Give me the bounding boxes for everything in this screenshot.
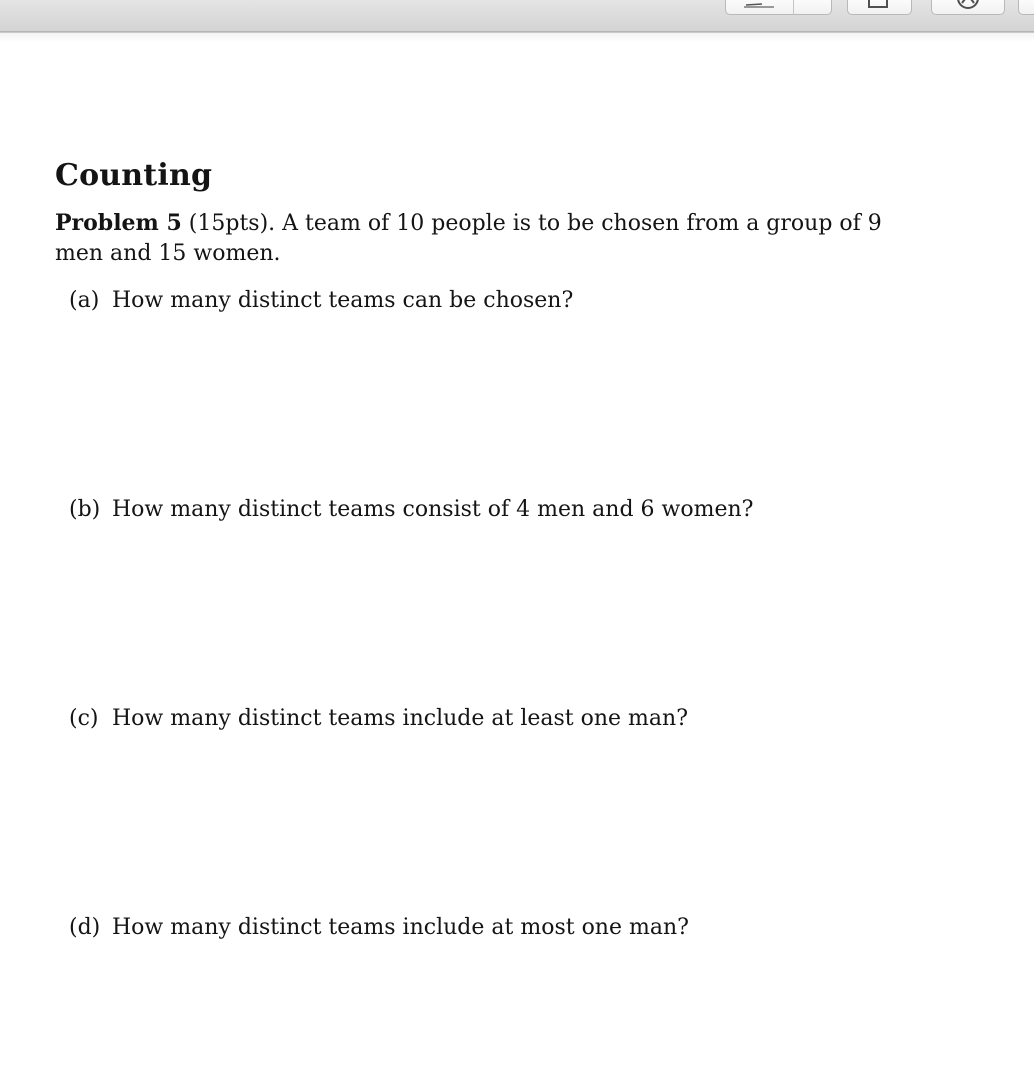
part-tag: (a) [69,288,100,313]
part-question: How many distinct teams can be chosen? [112,288,574,313]
pen-icon [742,3,776,8]
question-part-b [69,495,753,525]
viewer-toolbar [0,0,1034,32]
share-icon [868,0,888,8]
part-question: How many distinct teams include at most one man? [112,915,689,940]
part-tag: (c) [69,706,99,731]
toolbar-overflow-button[interactable] [1018,0,1034,15]
part-question: How many distinct teams include at least one man? [112,706,688,731]
toolbar-shadow [0,32,1034,42]
problem-points: (15pts). [188,211,276,236]
annotation-button-group[interactable] [725,0,832,15]
problem-label: Problem 5 [55,210,182,236]
part-tag: (d) [69,915,101,940]
markup-icon [956,0,980,10]
share-button[interactable] [847,0,912,15]
toolbar-divider [793,0,794,14]
section-title: Counting [55,158,213,193]
problem-statement [55,208,935,269]
part-tag: (b) [69,497,101,522]
problem-text: A team of 10 people is to be chosen from a group of 9 men and 15 women. [55,211,882,266]
part-question: How many distinct teams consist of 4 men and 6 women? [112,497,754,522]
markup-button[interactable] [931,0,1005,15]
question-part-a [69,286,573,316]
question-part-c [69,704,688,734]
question-part-d [69,913,689,943]
